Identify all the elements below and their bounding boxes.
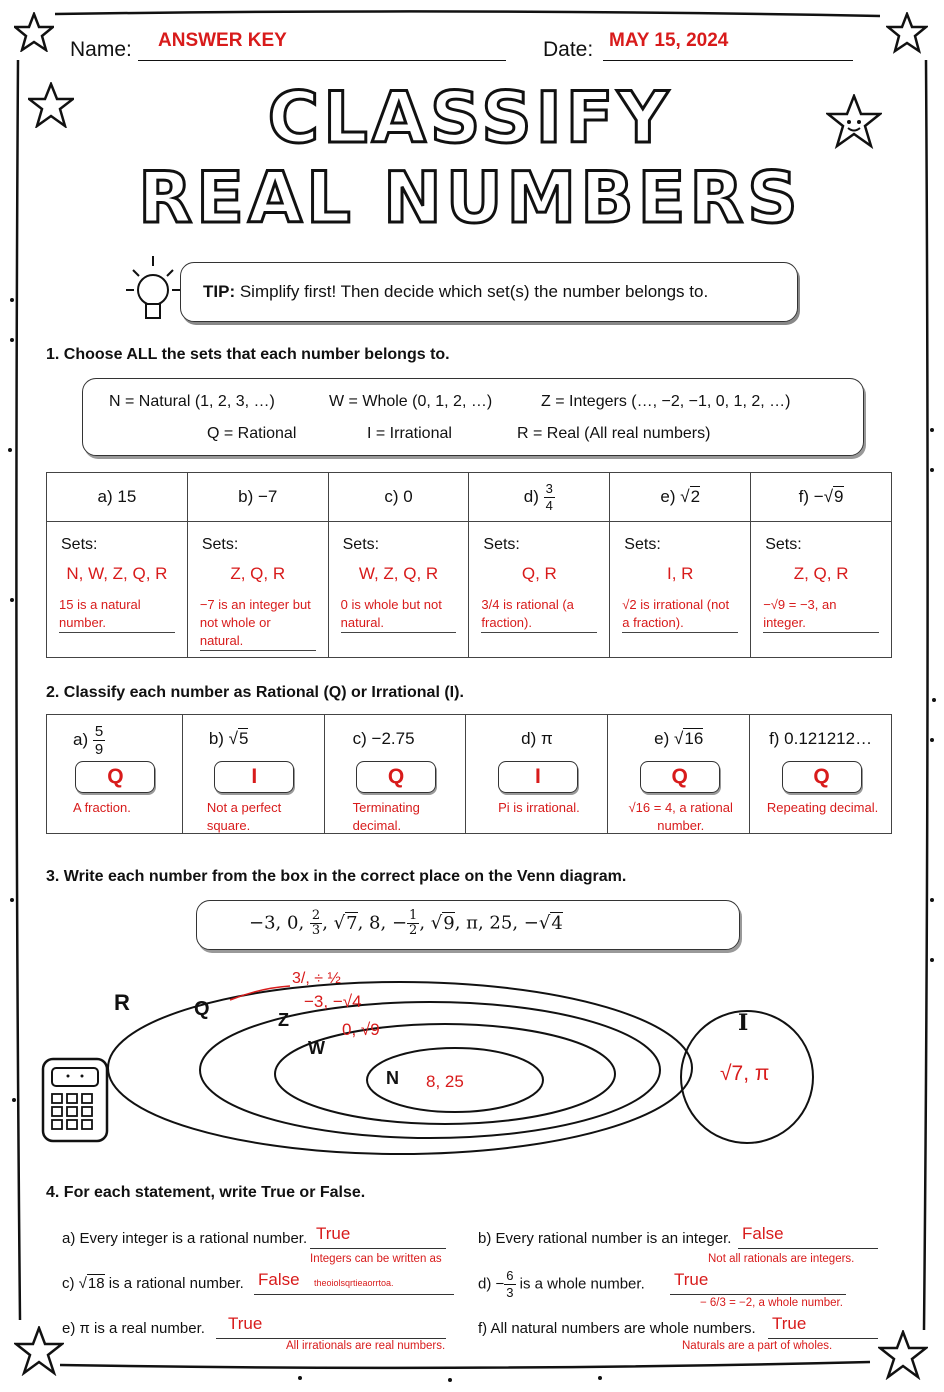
q4-item-a-note: Integers can be written as bbox=[310, 1253, 442, 1265]
sets-label: Sets: bbox=[342, 536, 380, 553]
q1-item-a-note: 15 is a natural number. bbox=[59, 596, 175, 633]
star-icon bbox=[886, 12, 928, 54]
lightbulb-icon bbox=[118, 252, 188, 332]
q2-item-e-answer[interactable]: Q bbox=[640, 761, 720, 793]
venn-whole-label: W bbox=[308, 1038, 325, 1058]
name-label: Name: bbox=[70, 38, 132, 61]
q4-title: 4. For each statement, write True or False. bbox=[46, 1184, 366, 1201]
date-value: MAY 15, 2024 bbox=[609, 30, 729, 51]
q1-item-a-label: a) 15 bbox=[97, 487, 137, 506]
q4-item-f-answer-field[interactable] bbox=[768, 1316, 878, 1339]
star-icon bbox=[14, 12, 54, 52]
tip-text: Simplify first! Then decide which set(s) the number belongs to. bbox=[235, 282, 709, 301]
venn-integer-values: −3, −√4 bbox=[304, 992, 362, 1011]
q1-item-f-label: f) −√9 bbox=[798, 487, 844, 506]
q2-item-b-answer[interactable]: I bbox=[214, 761, 294, 793]
q2-item-f-answer[interactable]: Q bbox=[782, 761, 862, 793]
q1-item-d-sets: Q, R bbox=[521, 564, 557, 583]
q1-item-d-label: d) $\frac{3}{4}$ bbox=[523, 481, 553, 514]
legend-natural: N = Natural (1, 2, 3, …) bbox=[109, 393, 275, 410]
q2-item-b-label: b) √5 bbox=[208, 729, 249, 748]
venn-whole-values: 0, √9 bbox=[342, 1020, 380, 1039]
q4-item-d-note: − 6/3 = −2, a whole number. bbox=[700, 1297, 843, 1309]
q1-item-c-sets: W, Z, Q, R bbox=[358, 564, 439, 583]
venn-natural-values: 8, 25 bbox=[426, 1072, 464, 1091]
q2-item-d-answer[interactable]: I bbox=[498, 761, 578, 793]
sets-label: Sets: bbox=[765, 536, 802, 553]
title-line-1: CLASSIFY bbox=[267, 77, 673, 159]
q4-item-a-answer-field[interactable] bbox=[310, 1226, 446, 1249]
q4-item-c-answer: False bbox=[258, 1270, 300, 1289]
q1-item-d-note: 3/4 is rational (a fraction). bbox=[481, 596, 597, 633]
legend-real: R = Real (All real numbers) bbox=[517, 425, 711, 442]
name-value: ANSWER KEY bbox=[158, 30, 287, 51]
q2-table bbox=[46, 714, 892, 834]
q4-item-d-text: d) − $\frac{6}{3}$ is a whole number. bbox=[478, 1268, 645, 1300]
q4-item-e-answer: True bbox=[228, 1314, 263, 1333]
tip-box bbox=[180, 262, 798, 322]
venn-real-label: R bbox=[114, 990, 130, 1015]
q4-item-b-note: Not all rationals are integers. bbox=[708, 1253, 855, 1265]
sets-label: Sets: bbox=[624, 536, 661, 553]
q4-item-c-answer-field[interactable] bbox=[254, 1272, 454, 1295]
q4-item-b-text: b) Every rational number is an integer. bbox=[478, 1230, 732, 1247]
q2-item-c-label: c) −2.75 bbox=[352, 729, 415, 748]
date-field[interactable] bbox=[603, 30, 853, 61]
q4-item-c-text: c) √18 is a rational number. bbox=[62, 1275, 244, 1292]
sets-label: Sets: bbox=[61, 536, 98, 553]
q2-item-c-note: Terminating decimal. bbox=[352, 800, 420, 833]
venn-irrational-values: √7, π bbox=[720, 1062, 770, 1085]
q1-item-f-sets: Z, Q, R bbox=[793, 564, 849, 583]
venn-diagram bbox=[100, 970, 900, 1170]
q4-item-e-answer-field[interactable] bbox=[216, 1316, 446, 1339]
q1-item-c-label: c) 0 bbox=[384, 487, 413, 506]
q4-item-b-answer: False bbox=[742, 1224, 784, 1243]
q1-item-c-note: 0 is whole but not natural. bbox=[341, 596, 457, 633]
q4-item-e-note: All irrationals are real numbers. bbox=[286, 1340, 446, 1352]
star-icon bbox=[878, 1330, 928, 1380]
integer-ellipse bbox=[200, 1002, 660, 1138]
star-icon bbox=[28, 82, 74, 128]
venn-integer-label: Z bbox=[278, 1010, 289, 1030]
q2-item-d-label: d) π bbox=[521, 729, 553, 748]
q4-item-d-answer: True bbox=[674, 1270, 709, 1289]
q1-title: 1. Choose ALL the sets that each number belongs to. bbox=[46, 346, 450, 363]
q4-item-d-answer-field[interactable] bbox=[670, 1272, 846, 1295]
q2-item-e-label: e) √16 bbox=[654, 729, 704, 748]
q2-item-d-note: Pi is irrational. bbox=[498, 800, 580, 815]
tip-label: TIP: bbox=[203, 282, 236, 301]
q4-item-b-answer-field[interactable] bbox=[738, 1226, 878, 1249]
q2-title: 2. Classify each number as Rational (Q) or Irrational (I). bbox=[46, 684, 464, 701]
q4-item-f-answer: True bbox=[772, 1314, 807, 1333]
name-field[interactable] bbox=[138, 30, 506, 61]
smiling-star-icon bbox=[826, 94, 882, 150]
set-legend-box bbox=[82, 378, 864, 456]
sets-label: Sets: bbox=[483, 536, 520, 553]
venn-natural-label: N bbox=[386, 1068, 399, 1088]
q2-item-f-note: Repeating decimal. bbox=[766, 800, 879, 815]
q1-item-b-sets: Z, Q, R bbox=[230, 564, 286, 583]
q3-title: 3. Write each number from the box in the correct place on the Venn diagram. bbox=[46, 868, 627, 885]
date-label: Date: bbox=[543, 38, 594, 61]
q1-item-b-label: b) −7 bbox=[238, 487, 278, 506]
q2-item-a-answer[interactable]: Q bbox=[75, 761, 155, 793]
venn-irrational-label: I bbox=[738, 1010, 749, 1036]
q2-item-f-label: f) 0.121212… bbox=[769, 729, 873, 748]
q1-item-e-note: √2 is irrational (not a fraction). bbox=[622, 596, 738, 633]
star-icon bbox=[14, 1326, 64, 1376]
title-line-2: REAL NUMBERS bbox=[138, 157, 802, 239]
q1-item-a-sets: N, W, Z, Q, R bbox=[66, 564, 168, 583]
number-box: −3, 0, $\frac{2}{3}$ , √7, 8, − $\frac{1}{2}$ , √9, π, 25, −√4 bbox=[196, 900, 740, 950]
legend-rational: Q = Rational bbox=[207, 425, 297, 442]
q4-item-f-note: Naturals are a part of wholes. bbox=[682, 1340, 833, 1352]
q1-table bbox=[46, 472, 892, 658]
q2-item-e-note: √16 = 4, a rational number. bbox=[628, 800, 733, 833]
q2-item-a-label: a) $\frac{5}{9}$ bbox=[73, 723, 104, 758]
sets-label: Sets: bbox=[201, 536, 239, 553]
legend-integers: Z = Integers (…, −2, −1, 0, 1, 2, …) bbox=[541, 393, 791, 410]
q4-item-e-text: e) π is a real number. bbox=[62, 1320, 205, 1337]
q2-item-b-note: Not a perfect square. bbox=[206, 800, 282, 833]
q1-item-e-label: e) √2 bbox=[660, 487, 701, 506]
q4-item-c-note: theoiolsqrtieaorrtoa. bbox=[314, 1278, 394, 1288]
q2-item-a-note: A fraction. bbox=[73, 800, 131, 815]
q4-item-a-answer: True bbox=[316, 1224, 351, 1243]
legend-irrational: I = Irrational bbox=[367, 425, 452, 442]
q2-item-c-answer[interactable]: Q bbox=[356, 761, 436, 793]
venn-rational-scribble: 3/, ÷ ½ bbox=[292, 970, 341, 987]
q1-item-f-note: −√9 = −3, an integer. bbox=[763, 596, 879, 633]
q1-item-e-sets: I, R bbox=[667, 564, 694, 583]
legend-whole: W = Whole (0, 1, 2, …) bbox=[329, 393, 493, 410]
q4-item-f-text: f) All natural numbers are whole numbers. bbox=[478, 1320, 756, 1337]
q4-item-a-text: a) Every integer is a rational number. bbox=[62, 1230, 308, 1247]
q1-item-b-note: −7 is an integer but not whole or natural. bbox=[200, 596, 316, 651]
calculator-icon bbox=[40, 1056, 112, 1146]
venn-rational-label: Q bbox=[194, 998, 210, 1020]
